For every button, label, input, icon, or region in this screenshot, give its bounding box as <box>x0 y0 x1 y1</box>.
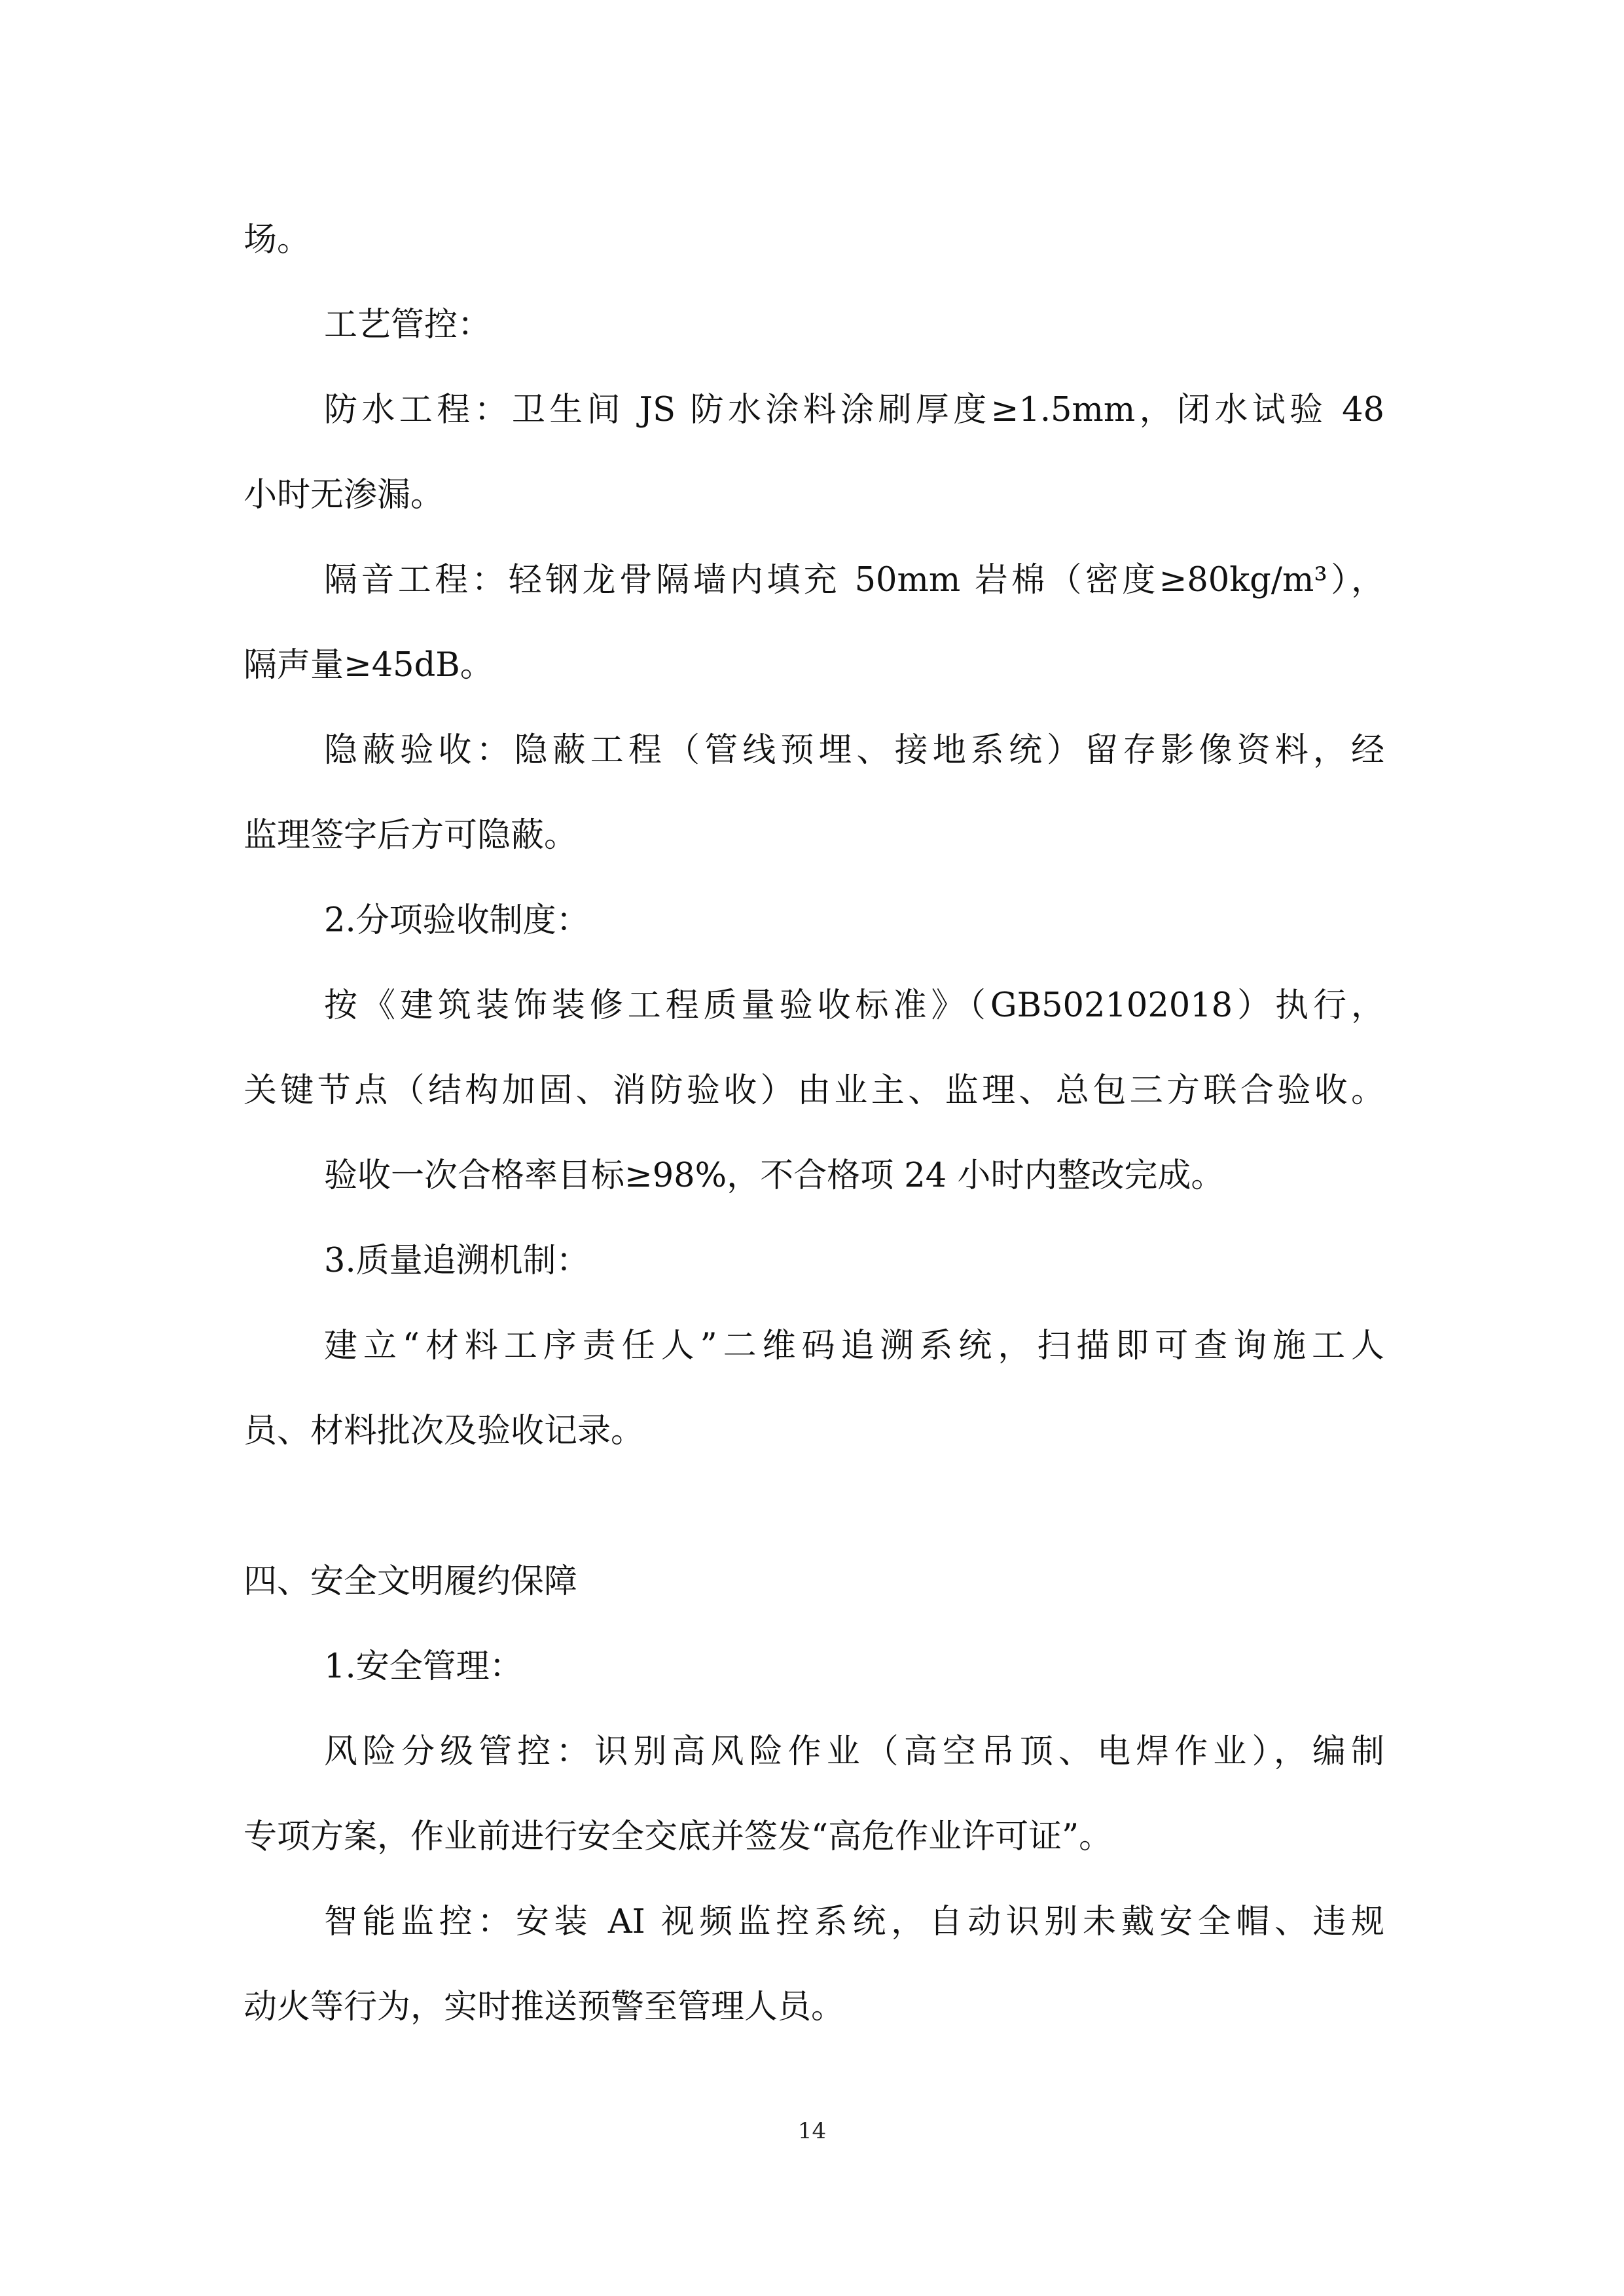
paragraph-risk-control-line-2: 专项方案，作业前进行安全交底并签发“高危作业许可证”。 <box>244 1818 1113 1856</box>
paragraph-smart-monitoring-line-1: 智能监控：安装 AI 视频监控系统，自动识别未戴安全帽、违规 <box>324 1903 1384 1941</box>
paragraph-smart-monitoring-line-2: 动火等行为，实时推送预警至管理人员。 <box>244 1988 845 2026</box>
paragraph-concealed-acceptance-line-2: 监理签字后方可隐蔽。 <box>244 816 578 855</box>
subheading-itemized-acceptance: 2.分项验收制度： <box>324 901 590 940</box>
section-heading-safety-civilization: 四、安全文明履约保障 <box>244 1562 578 1601</box>
paragraph-concealed-acceptance-line-1: 隐蔽验收：隐蔽工程（管线预埋、接地系统）留存影像资料，经 <box>324 731 1384 770</box>
paragraph-waterproofing-line-2: 小时无渗漏。 <box>244 476 444 514</box>
paragraph-soundproofing-line-2: 隔声量≥45dB。 <box>244 646 494 685</box>
subheading-process-control: 工艺管控： <box>324 306 492 344</box>
paragraph-soundproofing-line-1: 隔音工程：轻钢龙骨隔墙内填充 50mm 岩棉（密度≥80kg/m³）， <box>324 561 1384 600</box>
paragraph-qr-traceability-line-2: 员、材料批次及验收记录。 <box>244 1412 645 1450</box>
page-number: 14 <box>797 2118 827 2144</box>
paragraph-acceptance-standard-line-2: 关键节点（结构加固、消防验收）由业主、监理、总包三方联合验收。 <box>244 1071 1384 1110</box>
paragraph-qr-traceability-line-1: 建立“材料工序责任人”二维码追溯系统，扫描即可查询施工人 <box>324 1327 1384 1365</box>
paragraph-risk-control-line-1: 风险分级管控：识别高风险作业（高空吊顶、电焊作业），编制 <box>324 1732 1384 1771</box>
paragraph-acceptance-standard-line-1: 按《建筑装饰装修工程质量验收标准》（GB502102018）执行， <box>324 986 1384 1025</box>
continued-paragraph-end: 场。 <box>244 221 311 259</box>
paragraph-waterproofing-line-1: 防水工程：卫生间 JS 防水涂料涂刷厚度≥1.5mm，闭水试验 48 <box>324 391 1384 429</box>
subheading-safety-management: 1.安全管理： <box>324 1647 523 1686</box>
subheading-quality-traceability: 3.质量追溯机制： <box>324 1242 590 1280</box>
paragraph-pass-rate-target: 验收一次合格率目标≥98%，不合格项 24 小时内整改完成。 <box>324 1157 1225 1195</box>
